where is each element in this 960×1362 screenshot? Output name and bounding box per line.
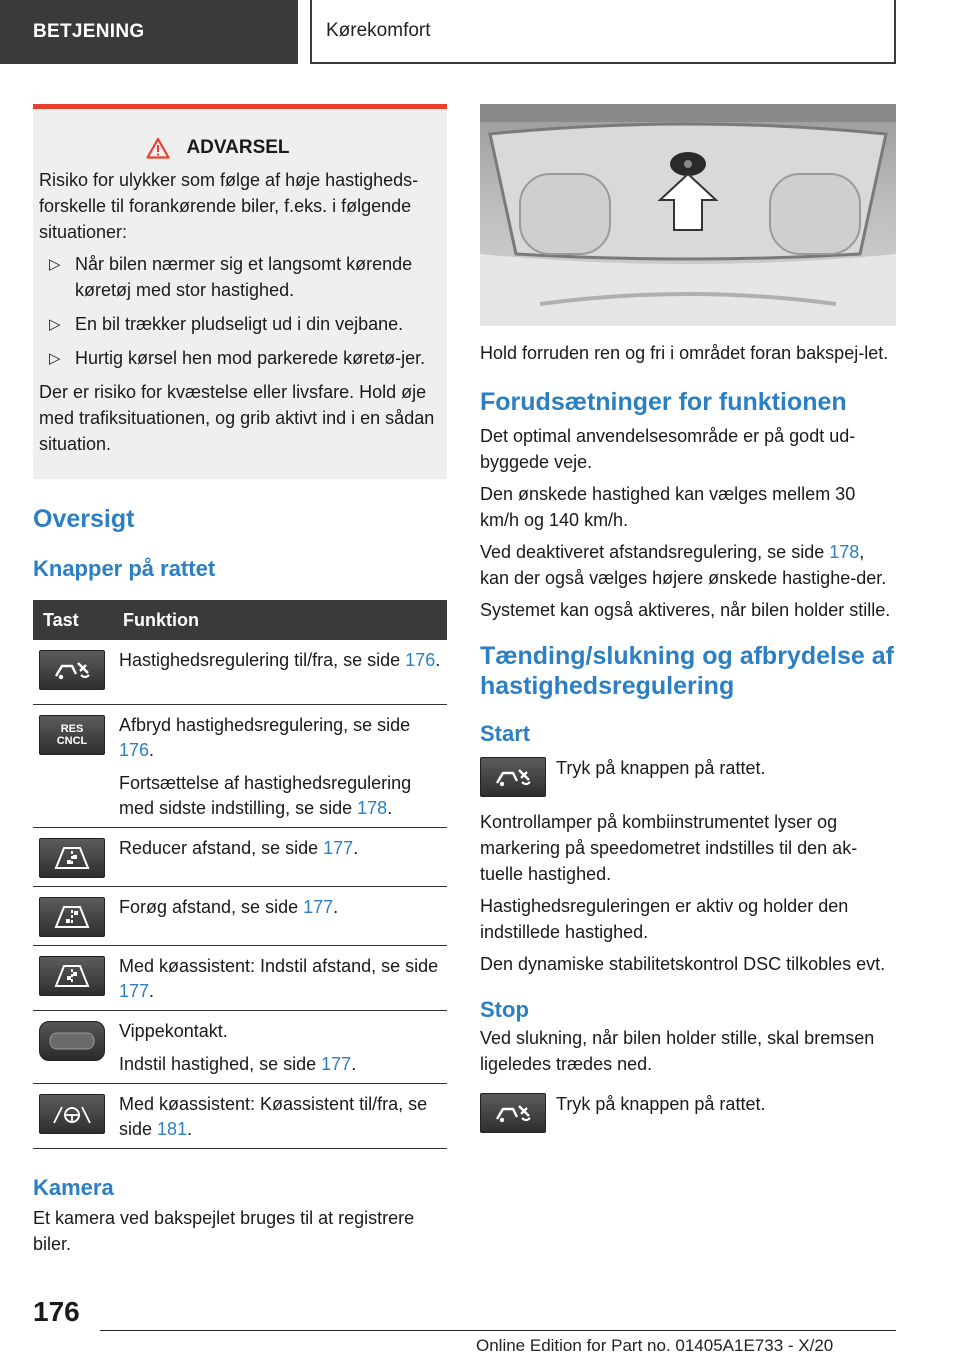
warning-bullet: ▷ Hurtig kørsel hen mod parkerede køretø-jer. xyxy=(39,345,437,371)
table-row: Vippekontakt. Indstil hastighed, se side 177. xyxy=(33,1011,447,1084)
page-link[interactable]: 177 xyxy=(321,1054,352,1074)
traffic-jam-assistant-icon xyxy=(39,1094,105,1134)
warning-bullets xyxy=(39,251,437,371)
prereq-paragraph: Systemet kan også aktiveres, når bilen holder stille. xyxy=(480,600,891,620)
start-paragraph: Kontrollamper på kombiinstrumentet lyser og markering på speedometret indstilles til den ak-tuelle hastighed. xyxy=(480,812,858,884)
table-row: Reducer afstand, se side 177. xyxy=(33,828,447,887)
warning-bullet: ▷ En bil trækker pludseligt ud i din vejbane. xyxy=(39,311,437,337)
stop-heading: Stop xyxy=(480,997,529,1022)
warning-heading xyxy=(0,135,437,161)
stop-text: Tryk på knappen på rattet. xyxy=(556,1094,766,1114)
bullet-triangle-icon: ▷ xyxy=(49,316,61,333)
page-link[interactable]: 177 xyxy=(323,838,354,858)
start-paragraph: Hastighedsreguleringen er aktiv og holder den indstillede hastighed. xyxy=(480,896,849,942)
table-row: RES CNCL Afbryd hastighedsregulering, se side 176. Fortsættelse af hastighedsregulering med sidste indstilling, se side 178. xyxy=(33,705,447,828)
on-off-heading: Tænding/slukning og afbrydelse af hastighedsregulering xyxy=(480,642,894,700)
cruise-control-icon xyxy=(39,650,105,690)
page-number: 176 xyxy=(33,1296,80,1327)
left-column xyxy=(33,104,447,1257)
warning-outro: Der er risiko for kvæstelse eller livsfare. Hold øje med trafiksituationen, og grib aktivt ind i en sådan situation. xyxy=(39,382,435,454)
start-instruction xyxy=(480,755,896,797)
section-tab xyxy=(0,0,298,64)
res-cncl-icon: RES CNCL xyxy=(39,715,105,755)
image-caption: Hold forruden ren og fri i området foran bakspej-let. xyxy=(480,343,889,363)
camera-text: Et kamera ved bakspejlet bruges til at registrere biler. xyxy=(33,1208,415,1254)
warning-title: ADVARSEL xyxy=(186,137,290,158)
stop-paragraph: Ved slukning, når bilen holder stille, skal bremsen ligeledes trædes ned. xyxy=(480,1028,875,1074)
prerequisites-heading: Forudsætninger for funktionen xyxy=(480,388,847,416)
warning-box xyxy=(33,104,447,479)
page-link[interactable]: 176 xyxy=(405,650,436,670)
page-link[interactable]: 176 xyxy=(119,740,150,760)
edition-text: Online Edition for Part no. 01405A1E733 - X/20 xyxy=(476,1336,834,1355)
steering-buttons-heading: Knapper på rattet xyxy=(33,556,216,581)
page-link[interactable]: 178 xyxy=(829,542,860,562)
distance-increase-icon xyxy=(39,897,105,937)
windshield-camera-image xyxy=(480,104,896,326)
col-key-header: Tast xyxy=(33,600,119,640)
page-link[interactable]: 178 xyxy=(357,798,388,818)
table-row: Med køassistent: Indstil afstand, se side 177. xyxy=(33,946,447,1011)
page-link[interactable]: 177 xyxy=(119,981,150,1001)
warning-intro: Risiko for ulykker som følge af høje hastigheds-forskelle til forankørende biler, f.eks. i følgende situationer: xyxy=(39,170,419,242)
table-row: Med køassistent: Køassistent til/fra, se side 181. xyxy=(33,1084,447,1149)
prereq-paragraph: Det optimal anvendelsesområde er på godt ud-byggede veje. xyxy=(480,426,856,472)
distance-decrease-icon xyxy=(39,838,105,878)
chapter-title: Kørekomfort xyxy=(326,20,431,41)
page-link[interactable]: 181 xyxy=(157,1119,188,1139)
buttons-table xyxy=(33,600,447,1149)
section-title: BETJENING xyxy=(33,21,145,42)
camera-heading: Kamera xyxy=(33,1175,114,1200)
start-paragraph: Den dynamiske stabilitetskontrol DSC tilkobles evt. xyxy=(480,954,886,974)
rocker-switch-icon xyxy=(39,1021,105,1061)
cruise-control-icon xyxy=(480,1093,546,1133)
prereq-paragraph: Ved deaktiveret afstandsregulering, se side 178, kan der også vælges højere ønskede hastighe-der. xyxy=(480,542,887,588)
right-column xyxy=(480,104,896,1133)
table-row: Forøg afstand, se side 177. xyxy=(33,887,447,946)
start-text: Tryk på knappen på rattet. xyxy=(556,758,766,778)
footer-divider xyxy=(100,1330,896,1331)
table-row: Hastighedsregulering til/fra, se side 176. xyxy=(33,640,447,705)
distance-set-icon xyxy=(39,956,105,996)
chapter-tab xyxy=(310,0,896,64)
overview-heading: Oversigt xyxy=(33,505,135,533)
table-header xyxy=(33,600,447,640)
bullet-triangle-icon: ▷ xyxy=(49,256,61,273)
cruise-control-icon xyxy=(480,757,546,797)
stop-instruction xyxy=(480,1091,896,1133)
warning-triangle-icon xyxy=(146,137,170,159)
prereq-paragraph: Den ønskede hastighed kan vælges mellem 30 km/h og 140 km/h. xyxy=(480,484,856,530)
bullet-triangle-icon: ▷ xyxy=(49,350,61,367)
page-link[interactable]: 177 xyxy=(303,897,334,917)
start-heading: Start xyxy=(480,721,531,746)
col-function-header: Funktion xyxy=(119,600,447,640)
warning-bullet: ▷ Når bilen nærmer sig et langsomt kørende køretøj med stor hastighed. xyxy=(49,254,413,300)
